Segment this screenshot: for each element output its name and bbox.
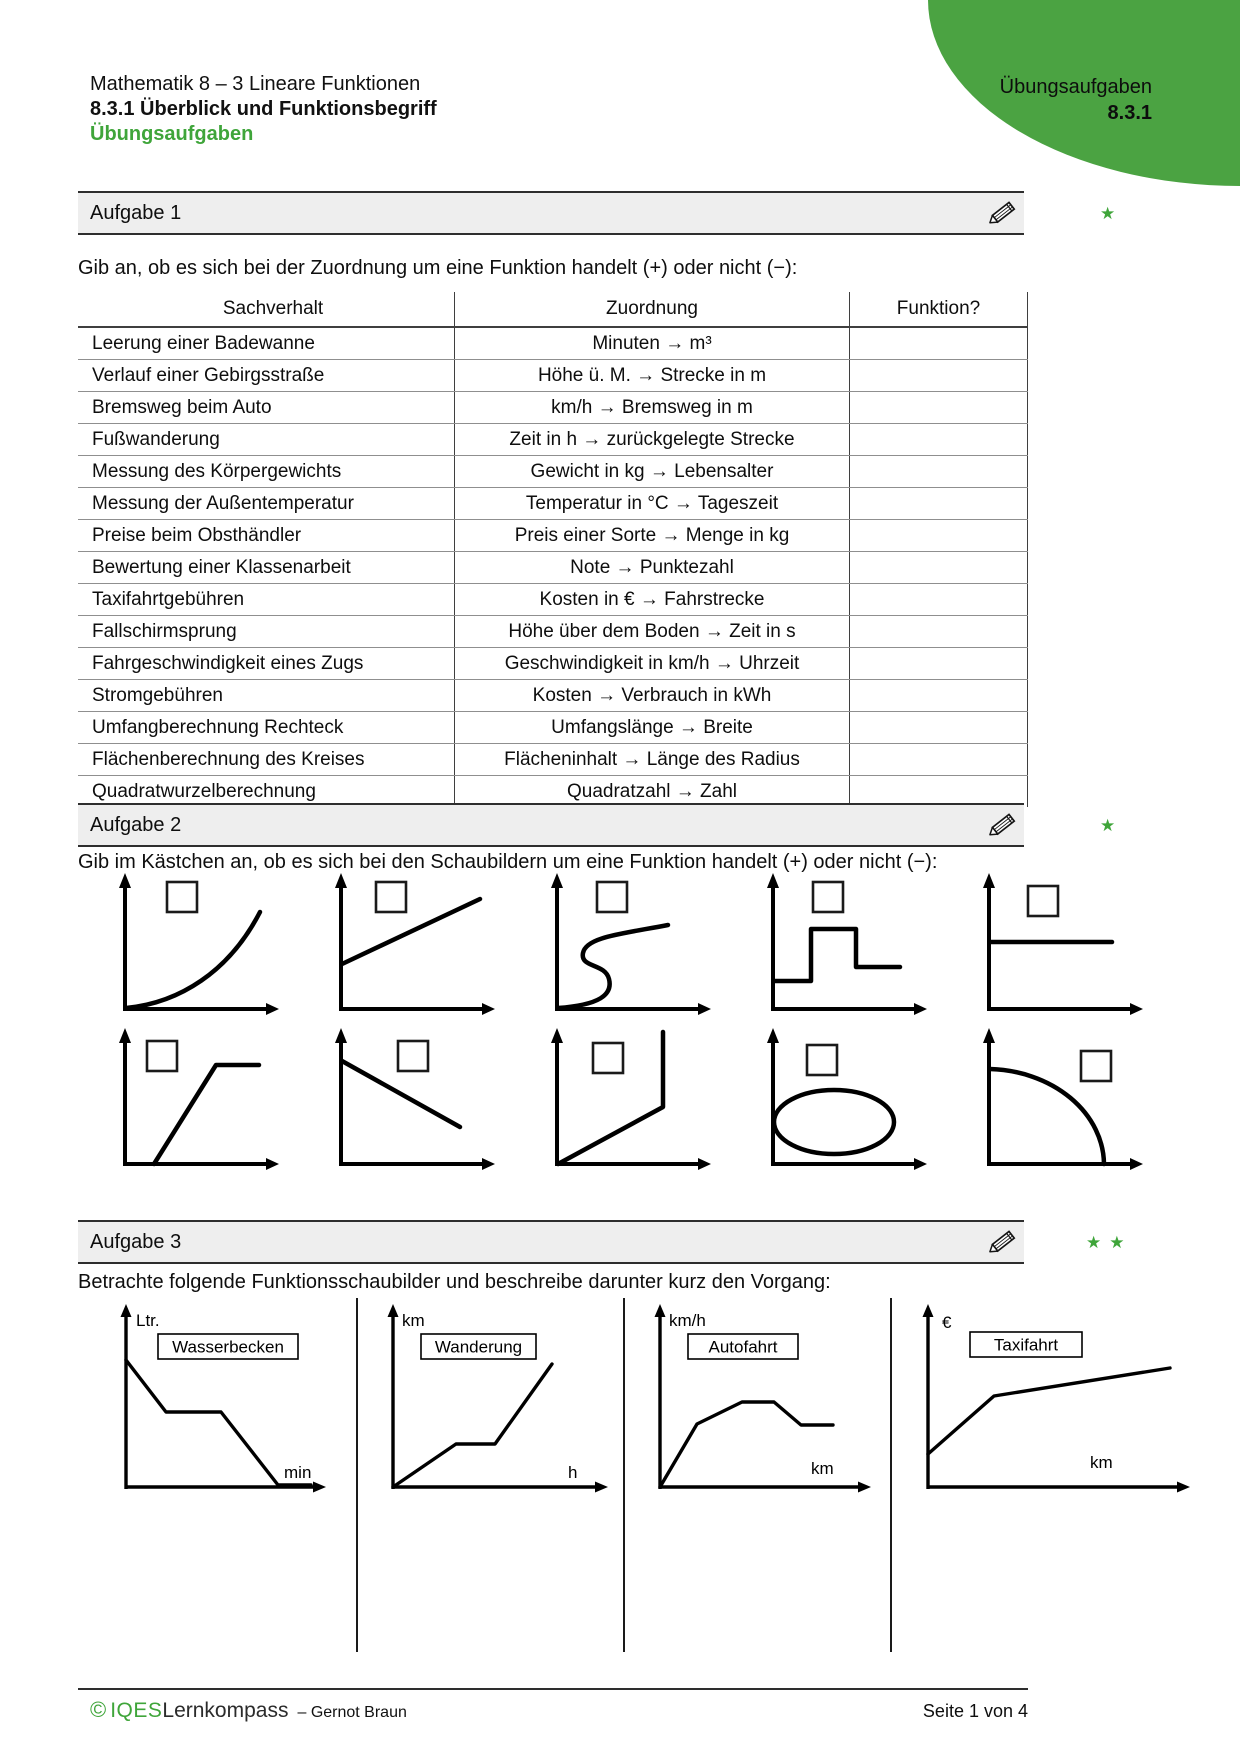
table-row <box>78 584 1028 616</box>
graph-title: Wasserbecken <box>172 1337 284 1357</box>
answer-checkbox[interactable] <box>1081 1051 1111 1081</box>
table-row <box>78 392 1028 424</box>
mini-graph-3-s-shaped-curve <box>549 872 724 1024</box>
funktion-answer-cell[interactable] <box>850 328 1028 359</box>
task1-header-bar <box>78 191 1024 235</box>
zuordnung-cell: Preis einer Sorte → Menge in kg <box>455 520 850 551</box>
sachverhalt-cell: Bremsweg beim Auto <box>78 392 455 423</box>
zuordnung-cell: km/h → Bremsweg in m <box>455 392 850 423</box>
course-title: Mathematik 8 – 3 Lineare Funktionen <box>90 73 421 95</box>
sachverhalt-cell: Messung der Außentemperatur <box>78 488 455 519</box>
zuordnung-cell: Höhe über dem Boden → Zeit in s <box>455 616 850 647</box>
funktion-answer-cell[interactable] <box>850 392 1028 423</box>
task3-answer-area-taxifahrt[interactable] <box>892 1505 1182 1650</box>
x-axis-label: min <box>284 1463 312 1482</box>
sachverhalt-cell: Verlauf einer Gebirgsstraße <box>78 360 455 391</box>
y-axis-label: km/h <box>669 1311 706 1330</box>
table-row <box>78 360 1028 392</box>
zuordnung-cell: Zeit in h → zurückgelegte Strecke <box>455 424 850 455</box>
brand-iqes: IQES <box>110 1699 163 1722</box>
answer-checkbox[interactable] <box>167 882 197 912</box>
table-row <box>78 328 1028 360</box>
task2-title: Aufgabe 2 <box>90 814 182 836</box>
graph-title: Wanderung <box>434 1337 523 1357</box>
zuordnung-cell: Temperatur in °C → Tageszeit <box>455 488 850 519</box>
sachverhalt-cell: Fußwanderung <box>78 424 455 455</box>
task2-instruction: Gib im Kästchen an, ob es sich bei den Schaubildern um eine Funktion handelt (+) oder nicht (−): <box>78 851 938 873</box>
sachverhalt-cell: Fallschirmsprung <box>78 616 455 647</box>
corner-header <box>1000 74 1152 126</box>
y-axis-label: Ltr. <box>136 1311 160 1330</box>
y-axis-label: € <box>942 1313 952 1332</box>
mini-graph-6-ramp-up-then-constant <box>117 1027 292 1179</box>
column-header: Sachverhalt <box>78 292 455 326</box>
subtitle: Übungsaufgaben <box>90 123 254 145</box>
answer-checkbox[interactable] <box>376 882 406 912</box>
section-title: 8.3.1 Überblick und Funktionsbegriff <box>90 98 437 120</box>
page-number: Seite 1 von 4 <box>922 1701 1028 1721</box>
corner-accent-shape <box>928 0 1240 186</box>
mini-graph-7-line-decreasing <box>333 1027 508 1179</box>
zuordnung-cell: Kosten in € → Fahrstrecke <box>455 584 850 615</box>
task3-header-bar <box>78 1220 1024 1264</box>
sachverhalt-cell: Taxifahrtgebühren <box>78 584 455 615</box>
task3-answer-area-autofahrt[interactable] <box>625 1505 887 1650</box>
zuordnung-cell: Note → Punktezahl <box>455 552 850 583</box>
function-graph-wasserbecken <box>78 1302 348 1502</box>
funktion-answer-cell[interactable] <box>850 520 1028 551</box>
sachverhalt-cell: Quadratwurzelberechnung <box>78 776 455 807</box>
document-header <box>90 72 437 147</box>
funktion-answer-cell[interactable] <box>850 584 1028 615</box>
zuordnung-cell: Höhe ü. M. → Strecke in m <box>455 360 850 391</box>
task1-instruction: Gib an, ob es sich bei der Zuordnung um eine Funktion handelt (+) oder nicht (−): <box>78 257 798 279</box>
mini-graph-8-diagonal-then-vertical <box>549 1027 724 1179</box>
footer-divider <box>78 1688 1028 1690</box>
funktion-answer-cell[interactable] <box>850 744 1028 775</box>
task3-answer-area-wasserbecken[interactable] <box>80 1505 342 1650</box>
zuordnung-cell: Kosten → Verbrauch in kWh <box>455 680 850 711</box>
copyright-icon: © <box>90 1697 107 1722</box>
task1-difficulty-stars: ★ <box>1100 204 1124 223</box>
funktion-answer-cell[interactable] <box>850 488 1028 519</box>
sachverhalt-cell: Messung des Körpergewichts <box>78 456 455 487</box>
table-row <box>78 520 1028 552</box>
table-row <box>78 616 1028 648</box>
mini-graph-9-ellipse <box>765 1027 940 1179</box>
column-header: Zuordnung <box>455 292 850 326</box>
funktion-answer-cell[interactable] <box>850 680 1028 711</box>
funktion-answer-cell[interactable] <box>850 456 1028 487</box>
funktion-answer-cell[interactable] <box>850 712 1028 743</box>
table-row <box>78 648 1028 680</box>
task3-difficulty-stars: ★★ <box>1086 1233 1133 1252</box>
function-graph-wanderung <box>356 1302 626 1502</box>
table-row <box>78 424 1028 456</box>
function-graph-autofahrt <box>623 1302 893 1502</box>
zuordnung-cell: Umfangslänge → Breite <box>455 712 850 743</box>
task1-table <box>78 292 1028 807</box>
sachverhalt-cell: Flächenberechnung des Kreises <box>78 744 455 775</box>
answer-checkbox[interactable] <box>593 1043 623 1073</box>
brand-lernkompass: Lernkompass <box>162 1699 289 1722</box>
funktion-answer-cell[interactable] <box>850 552 1028 583</box>
zuordnung-cell: Minuten → m³ <box>455 328 850 359</box>
task2-difficulty-stars: ★ <box>1100 816 1124 835</box>
funktion-answer-cell[interactable] <box>850 616 1028 647</box>
y-axis-label: km <box>402 1311 425 1330</box>
funktion-answer-cell[interactable] <box>850 648 1028 679</box>
table-header-row <box>78 292 1028 328</box>
mini-graph-5-constant-horizontal-line <box>981 872 1156 1024</box>
table-row <box>78 744 1028 776</box>
zuordnung-cell: Flächeninhalt → Länge des Radius <box>455 744 850 775</box>
task1-title: Aufgabe 1 <box>90 202 182 224</box>
answer-checkbox[interactable] <box>398 1041 428 1071</box>
mini-graph-10-arc-decreasing-convex <box>981 1027 1156 1179</box>
sachverhalt-cell: Leerung einer Badewanne <box>78 328 455 359</box>
answer-checkbox[interactable] <box>1028 886 1058 916</box>
function-graph-taxifahrt <box>890 1302 1200 1502</box>
table-row <box>78 552 1028 584</box>
zuordnung-cell: Geschwindigkeit in km/h → Uhrzeit <box>455 648 850 679</box>
table-row <box>78 680 1028 712</box>
corner-section-number: 8.3.1 <box>1107 102 1152 124</box>
zuordnung-cell: Gewicht in kg → Lebensalter <box>455 456 850 487</box>
sachverhalt-cell: Bewertung einer Klassenarbeit <box>78 552 455 583</box>
graph-title: Taxifahrt <box>993 1335 1059 1355</box>
mini-graph-4-step-function <box>765 872 940 1024</box>
column-header: Funktion? <box>850 292 1028 326</box>
task3-title: Aufgabe 3 <box>90 1231 182 1253</box>
corner-subtitle: Übungsaufgaben <box>999 76 1152 98</box>
graph-title: Autofahrt <box>708 1337 778 1357</box>
footer-author: – Gernot Braun <box>297 1704 407 1721</box>
sachverhalt-cell: Fahrgeschwindigkeit eines Zugs <box>78 648 455 679</box>
funktion-answer-cell[interactable] <box>850 360 1028 391</box>
funktion-answer-cell[interactable] <box>850 424 1028 455</box>
pencil-icon <box>984 196 1020 230</box>
mini-graph-2-line-increasing-with-y-intercept <box>333 872 508 1024</box>
pencil-icon <box>984 1225 1020 1259</box>
table-row <box>78 488 1028 520</box>
task3-answer-area-wanderung[interactable] <box>358 1505 620 1650</box>
table-row <box>78 456 1028 488</box>
pencil-icon <box>984 808 1020 842</box>
answer-checkbox[interactable] <box>147 1041 177 1071</box>
mini-graph-1-curve-increasing-exponential <box>117 872 292 1024</box>
task3-instruction: Betrachte folgende Funktionsschaubilder und beschreibe darunter kurz den Vorgang: <box>78 1271 831 1293</box>
table-row <box>78 712 1028 744</box>
task2-header-bar <box>78 803 1024 847</box>
answer-checkbox[interactable] <box>813 882 843 912</box>
x-axis-label: h <box>568 1463 578 1482</box>
sachverhalt-cell: Preise beim Obsthändler <box>78 520 455 551</box>
answer-checkbox[interactable] <box>597 882 627 912</box>
sachverhalt-cell: Stromgebühren <box>78 680 455 711</box>
zuordnung-cell: Quadratzahl → Zahl <box>455 776 850 807</box>
x-axis-label: km <box>1090 1453 1113 1472</box>
answer-checkbox[interactable] <box>807 1045 837 1075</box>
sachverhalt-cell: Umfangberechnung Rechteck <box>78 712 455 743</box>
x-axis-label: km <box>811 1459 834 1478</box>
